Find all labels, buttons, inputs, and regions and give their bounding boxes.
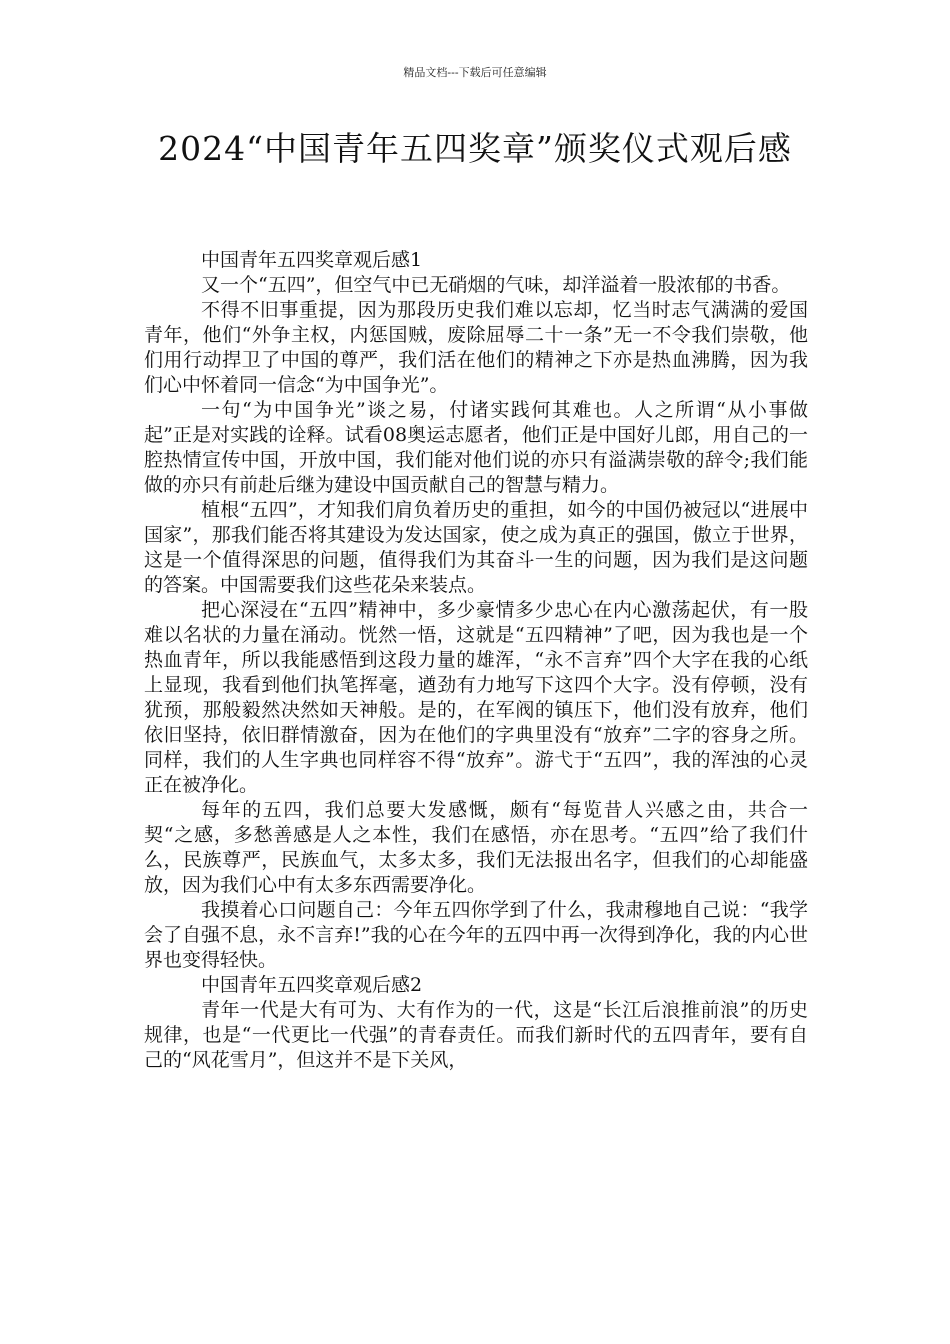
document-body [144,248,808,1073]
section-heading-2: 中国青年五四奖章观后感2 [201,974,423,996]
paragraph: 每年的五四，我们总要大发感慨，颇有“每览昔人兴感之由，共合一契“之感，多愁善感是人之本性，我们在感悟，亦在思考。“五四”给了我们什么，民族尊严，民族血气，太多太多，我们无法报出名字，但我们的心却能盛放，因为我们心中有太多东西需要净化。 [144,799,808,896]
paragraph: 一句“为中国争光”谈之易，付诸实践何其难也。人之所谓“从小事做起”正是对实践的诠释。试看08奥运志愿者，他们正是中国好儿郎，用自己的一腔热情宣传中国，开放中国，我们能对他们说的亦只有溢满崇敬的辞令;我们能做的亦只有前赴后继为建设中国贡献自己的智慧与精力。 [144,399,808,496]
header-note: 精品文档---下载后可任意编辑 [403,66,547,79]
paragraph: 我摸着心口问题自己：今年五四你学到了什么，我肃穆地自己说：“我学会了自强不息，永不言弃!”我的心在今年的五四中再一次得到净化，我的内心世界也变得轻快。 [144,899,808,971]
paragraph: 青年一代是大有可为、大有作为的一代，这是“长江后浪推前浪”的历史规律，也是“一代更比一代强”的青春责任。而我们新时代的五四青年，要有自己的“风花雪月”，但这并不是下关风， [144,999,808,1071]
paragraph: 又一个“五四”，但空气中已无硝烟的气味，却洋溢着一股浓郁的书香。 [201,274,791,296]
paragraph: 植根“五四”，才知我们肩负着历史的重担，如今的中国仍被冠以“进展中国家”，那我们能否将其建设为发达国家，使之成为真正的强国，傲立于世界，这是一个值得深思的问题，值得我们为其奋斗一生的问题，因为我们是这问题的答案。中国需要我们这些花朵来装点。 [144,499,808,596]
section-heading-1: 中国青年五四奖章观后感1 [201,249,423,271]
paragraph: 把心深浸在“五四”精神中，多少豪情多少忠心在内心激荡起伏，有一股难以名状的力量在涌动。恍然一悟，这就是“五四精神”了吧，因为我也是一个热血青年，所以我能感悟到这段力量的雄浑，“永不言弃”四个大字在我的心纸上显现，我看到他们执笔挥毫，遒劲有力地写下这四个大字。没有停顿，没有犹预，那般毅然决然如天神般。是的，在军阀的镇压下，他们没有放弃，他们依旧坚持，依旧群情激奋，因为在他们的字典里没有“放弃”二字的容身之所。同样，我们的人生字典也同样容不得“放弃”。游弋于“五四”，我的浑浊的心灵正在被净化。 [144,599,808,796]
paragraph: 不得不旧事重提，因为那段历史我们难以忘却，忆当时志气满满的爱国青年，他们“外争主权，内惩国贼，废除屈辱二十一条”无一不令我们崇敬，他们用行动捍卫了中国的尊严，我们活在他们的精神之下亦是热血沸腾，因为我们心中怀着同一信念“为中国争光”。 [144,299,808,396]
document-title: 2024“中国青年五四奖章”颁奖仪式观后感 [158,129,792,168]
